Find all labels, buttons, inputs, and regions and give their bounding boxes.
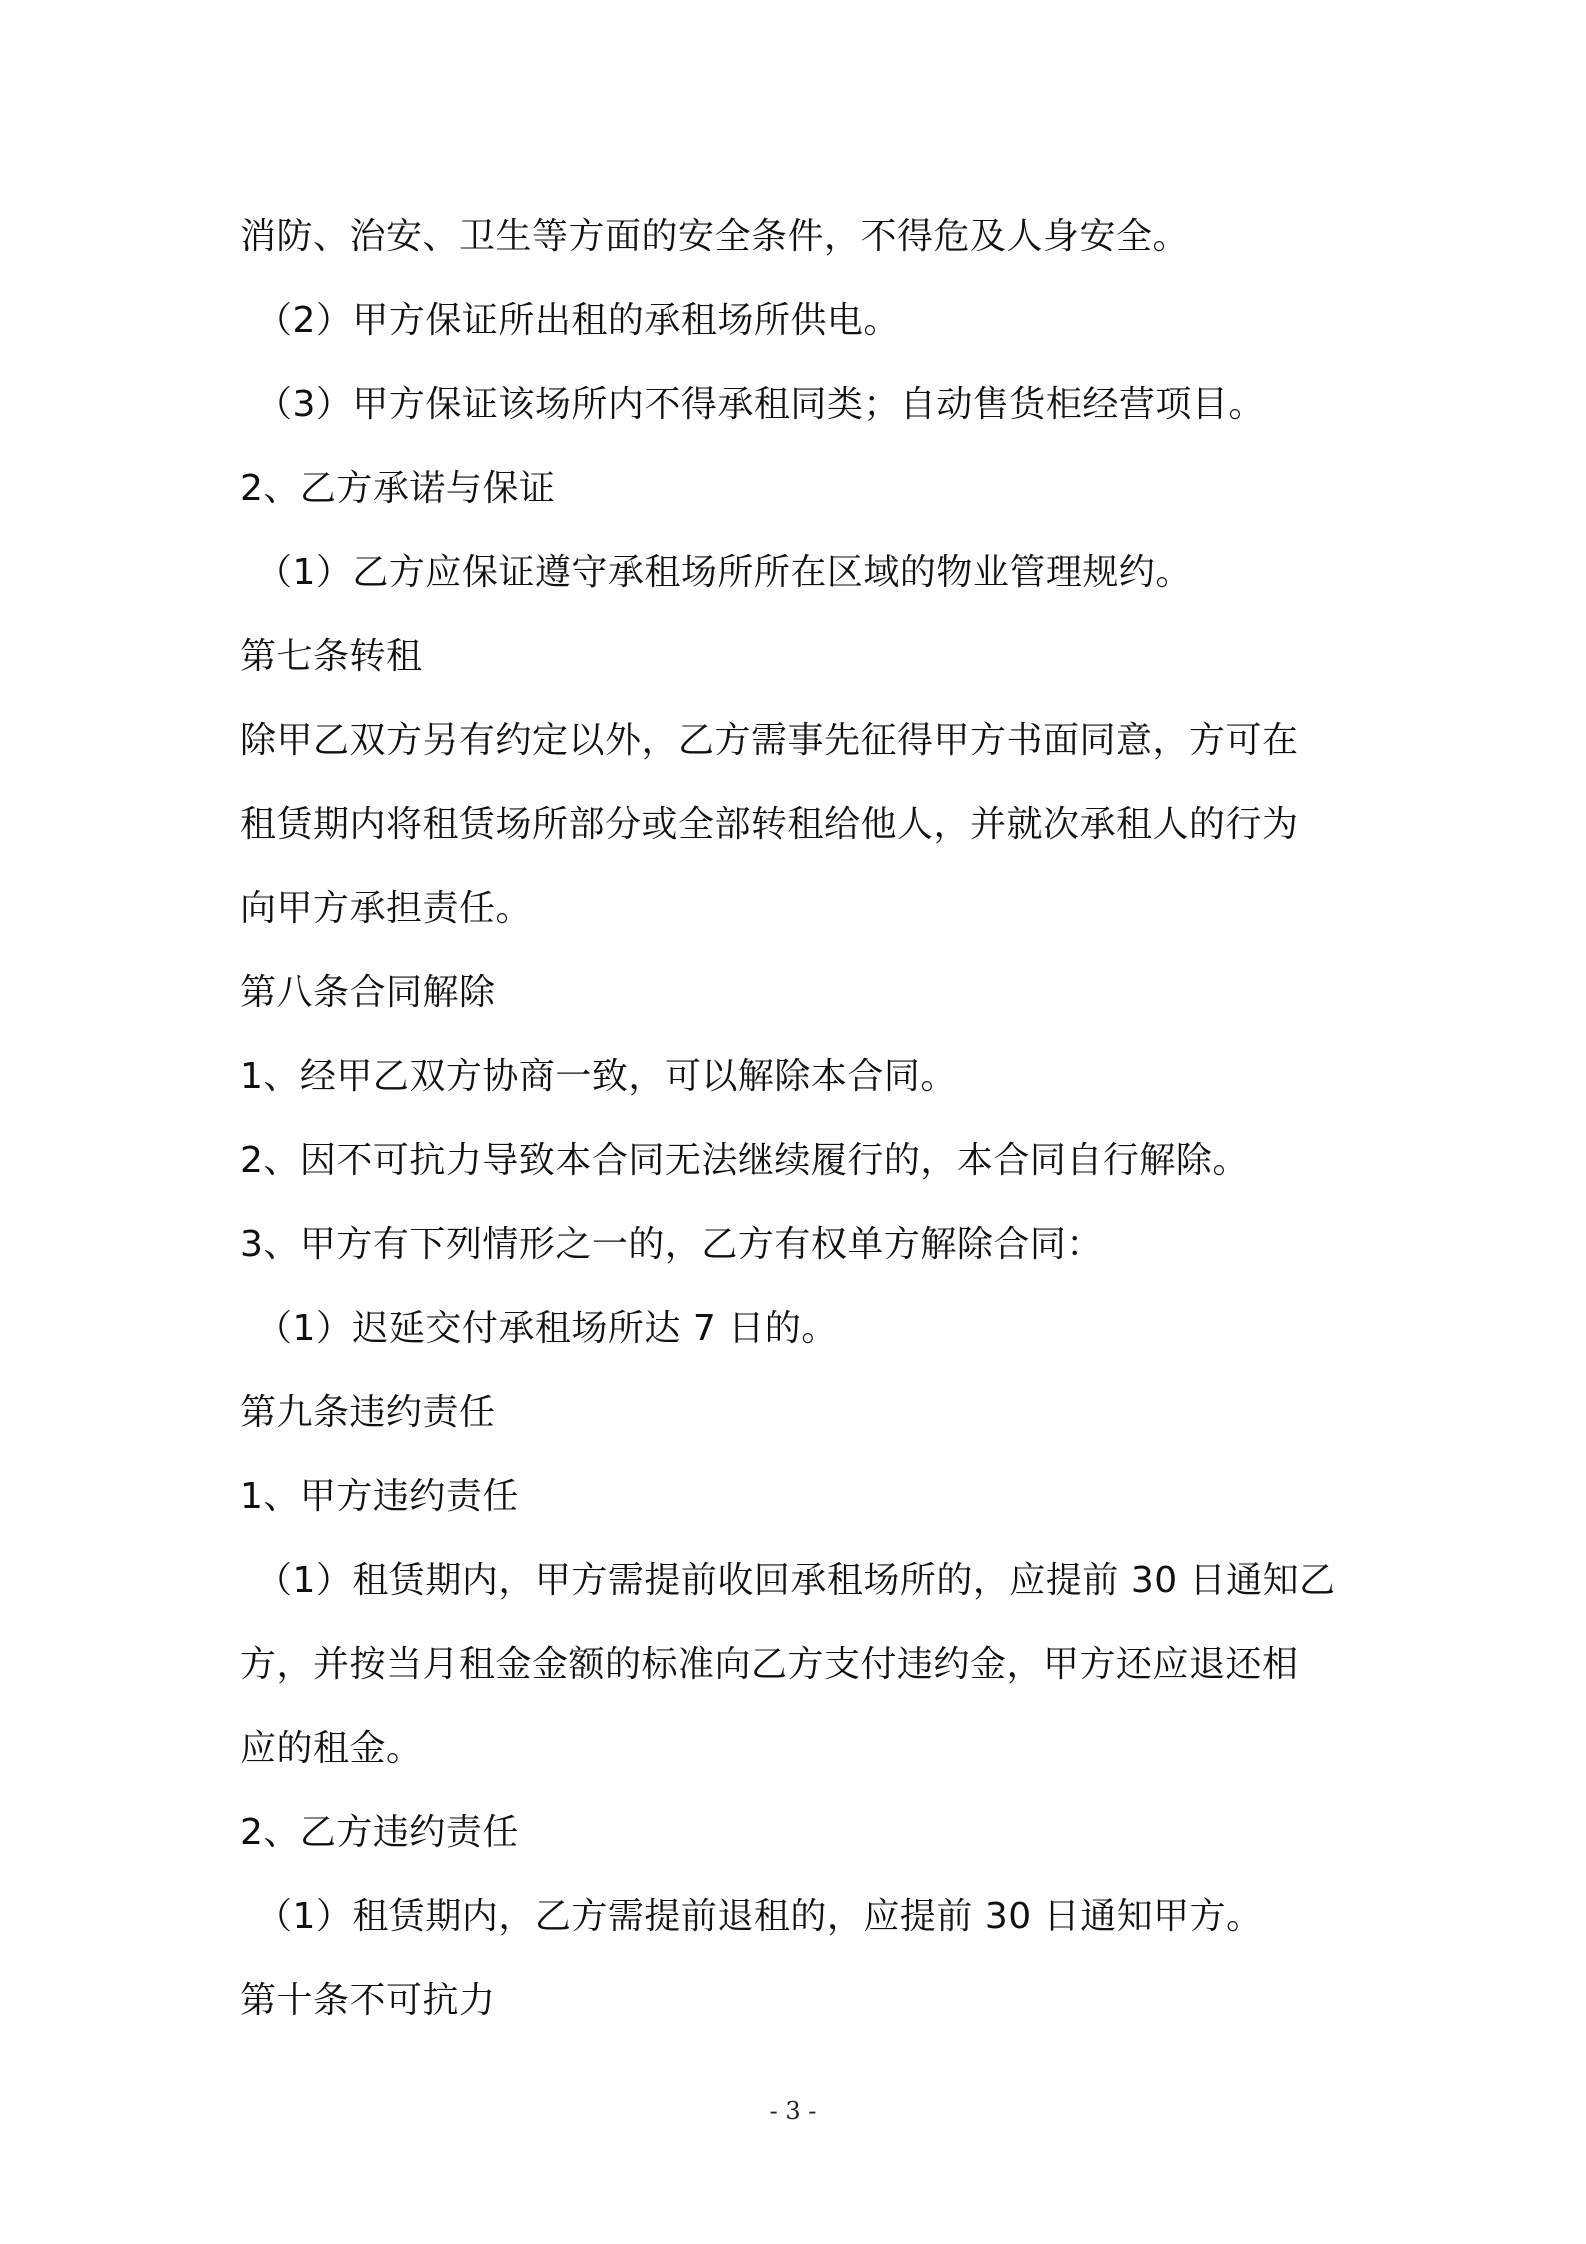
text-line: （1）迟延交付承租场所达 7 日的。 — [256, 1308, 838, 1349]
text-line: 除甲乙双方另有约定以外，乙方需事先征得甲方书面同意，方可在 — [240, 720, 1299, 761]
section-heading: 第八条合同解除 — [240, 972, 496, 1013]
document-body — [240, 195, 1350, 2043]
text-line: （1）乙方应保证遵守承租场所所在区域的物业管理规约。 — [256, 552, 1192, 593]
text-line: 1、经甲乙双方协商一致，可以解除本合同。 — [240, 1056, 957, 1097]
text-line: 向甲方承担责任。 — [240, 888, 533, 929]
text-line: 1、甲方违约责任 — [240, 1476, 519, 1517]
text-line: （1）租赁期内，甲方需提前收回承租场所的，应提前 30 日通知乙 — [256, 1560, 1336, 1601]
section-heading: 第十条不可抗力 — [240, 1980, 496, 2021]
section-heading: 第九条违约责任 — [240, 1392, 496, 1433]
text-line: 2、因不可抗力导致本合同无法继续履行的，本合同自行解除。 — [240, 1140, 1249, 1181]
text-line: 租赁期内将租赁场所部分或全部转租给他人，并就次承租人的行为 — [240, 804, 1299, 845]
text-line: （2）甲方保证所出租的承租场所供电。 — [256, 300, 900, 341]
text-line: 3、甲方有下列情形之一的，乙方有权单方解除合同： — [240, 1224, 1103, 1265]
section-heading: 第七条转租 — [240, 636, 423, 677]
text-line: （1）租赁期内，乙方需提前退租的，应提前 30 日通知甲方。 — [256, 1896, 1263, 1937]
text-line: 应的租金。 — [240, 1728, 423, 1769]
page-number: - 3 - — [769, 2097, 817, 2125]
text-line: 方，并按当月租金金额的标准向乙方支付违约金，甲方还应退还相 — [240, 1644, 1299, 1685]
text-line: 2、乙方承诺与保证 — [240, 468, 556, 509]
text-line: 2、乙方违约责任 — [240, 1812, 519, 1853]
text-line: 消防、治安、卫生等方面的安全条件，不得危及人身安全。 — [240, 216, 1190, 257]
text-line: （3）甲方保证该场所内不得承租同类；自动售货柜经营项目。 — [256, 384, 1265, 425]
